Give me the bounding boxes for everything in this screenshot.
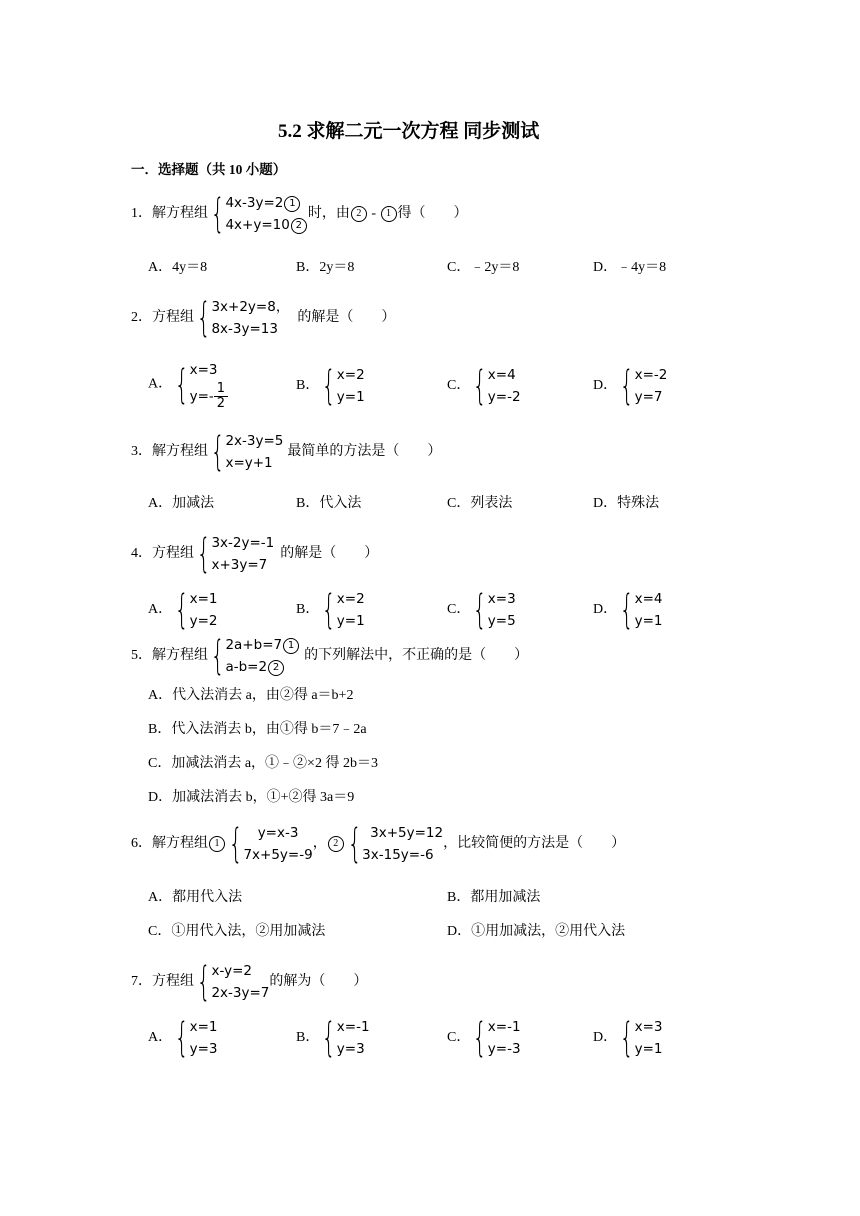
option-d[interactable]: D． { x=-2 y=7 <box>593 363 668 409</box>
left-brace-icon: { <box>196 959 211 1005</box>
equation-system-1 <box>226 822 313 866</box>
question-number: 4． <box>131 546 152 562</box>
equation-2: a-b=2 2 <box>225 656 300 678</box>
left-brace-icon: { <box>619 363 634 409</box>
left-brace-icon: { <box>210 429 225 475</box>
circled-number-2: 2 <box>291 218 307 234</box>
question-prefix: 解方程组 <box>152 206 208 222</box>
question-3: 3．解方程组 { 2x-3y=5 x=y+1 最简单的方法是（ ） <box>131 429 442 475</box>
circled-number-1: 1 <box>283 638 299 654</box>
option-d[interactable]: D．加减法消去 b，①+②得 3a＝9 <box>148 790 355 805</box>
circled-number-1: 1 <box>209 836 225 852</box>
left-brace-icon: { <box>322 587 337 633</box>
circled-number-2: 2 <box>268 660 284 676</box>
option-a[interactable]: A． { x=1 y=2 <box>148 587 218 633</box>
option-a[interactable]: A．4y＝8 <box>148 260 208 275</box>
option-b[interactable]: B． { x=2 y=1 <box>296 587 365 633</box>
option-b[interactable]: B． { x=-1 y=3 <box>296 1015 370 1061</box>
equation-system-2 <box>345 822 443 866</box>
equation-2: 8x-3y=13 <box>211 321 278 337</box>
option-c[interactable]: C．列表法 <box>447 496 513 511</box>
equation-1: 2a+b=7 1 <box>225 634 300 656</box>
question-1: 1．解方程组 { 4x-3y=2 1 4x+y=10 2 时，由 2 - 1 得（ ） <box>131 191 468 237</box>
option-b[interactable]: B．2y＝8 <box>296 260 355 275</box>
equation-system <box>194 296 289 340</box>
question-prefix: 方程组 <box>152 974 194 990</box>
option-c[interactable]: C． { x=3 y=5 <box>447 587 516 633</box>
question-5: 5．解方程组 { 2a+b=7 1 a-b=2 2 的下列解法中，不正确的是（ ） <box>131 633 529 679</box>
question-number: 2． <box>131 310 152 326</box>
circled-number-2: 2 <box>351 206 367 222</box>
option-a[interactable]: A．代入法消去 a，由②得 a＝b+2 <box>148 688 354 703</box>
equation-1: 3x+5y=12 <box>370 825 444 841</box>
question-prefix: 解方程组 <box>152 648 208 664</box>
option-c[interactable]: C．①用代入法，②用加减法 <box>148 924 326 939</box>
question-prefix: 方程组 <box>152 310 194 326</box>
equation-system <box>194 960 269 1004</box>
left-brace-icon: { <box>473 363 488 409</box>
circled-number-1: 1 <box>381 206 397 222</box>
option-b[interactable]: B．代入法 <box>296 496 362 511</box>
left-brace-icon: { <box>473 587 488 633</box>
equation-system <box>194 532 274 576</box>
circled-number-2: 2 <box>328 836 344 852</box>
option-b[interactable]: B． { x=2 y=1 <box>296 363 365 409</box>
equation-1: y=x-3 <box>257 825 299 841</box>
option-d[interactable]: D． { x=4 y=1 <box>593 587 663 633</box>
equation-2: 3x-15y=-6 <box>362 847 434 863</box>
left-brace-icon: { <box>174 361 189 408</box>
equation-1: 3x-2y=-1 <box>211 535 275 551</box>
equation-system <box>208 430 283 474</box>
question-number: 3． <box>131 444 152 460</box>
left-brace-icon: { <box>619 1015 634 1061</box>
question-number: 7． <box>131 974 152 990</box>
left-brace-icon: { <box>210 633 225 679</box>
equation-system <box>208 192 308 236</box>
left-brace-icon: { <box>347 821 362 867</box>
equation-2: 4x+y=10 2 <box>225 214 307 236</box>
option-a[interactable]: A． { x=3 y=- $\frac{1}{2}$ <box>148 358 228 411</box>
option-b[interactable]: B．都用加减法 <box>447 890 541 905</box>
page-title: 5.2 求解二元一次方程 同步测试 <box>278 121 540 142</box>
question-number: 6． <box>131 836 152 852</box>
option-d[interactable]: D．特殊法 <box>593 496 660 511</box>
option-c[interactable]: C．﹣2y＝8 <box>447 260 520 275</box>
equation-2: x+3y=7 <box>211 557 268 573</box>
fraction: $\frac{1}{2}$ <box>214 382 228 411</box>
option-a[interactable]: A．都用代入法 <box>148 890 243 905</box>
question-4: 4．方程组 { 3x-2y=-1 x+3y=7 的解是（ ） <box>131 531 379 577</box>
option-d[interactable]: D．﹣4y＝8 <box>593 260 667 275</box>
question-7: 7．方程组 { x-y=2 2x-3y=7 的解为（ ） <box>131 959 368 1005</box>
option-a[interactable]: A． { x=1 y=3 <box>148 1015 218 1061</box>
left-brace-icon: { <box>228 821 243 867</box>
circled-number-1: 1 <box>284 196 300 212</box>
question-prefix: 方程组 <box>152 546 194 562</box>
option-c[interactable]: C． { x=4 y=-2 <box>447 363 521 409</box>
left-brace-icon: { <box>174 1015 189 1061</box>
option-c[interactable]: C． { x=-1 y=-3 <box>447 1015 521 1061</box>
left-brace-icon: { <box>196 295 211 341</box>
equation-1: 3x+2y=8， <box>211 299 290 315</box>
question-2: 2．方程组 { 3x+2y=8， 8x-3y=13 的解是（ ） <box>131 295 396 341</box>
left-brace-icon: { <box>322 1015 337 1061</box>
equation-2: 2x-3y=7 <box>211 985 270 1001</box>
option-b[interactable]: B．代入法消去 b，由①得 b＝7﹣2a <box>148 722 367 737</box>
question-number: 1． <box>131 206 152 222</box>
equation-system <box>208 634 300 678</box>
option-d[interactable]: D． { x=3 y=1 <box>593 1015 663 1061</box>
option-a[interactable]: A．加减法 <box>148 496 215 511</box>
left-brace-icon: { <box>619 587 634 633</box>
left-brace-icon: { <box>196 531 211 577</box>
left-brace-icon: { <box>210 191 225 237</box>
question-prefix: 解方程组 <box>152 836 208 852</box>
equation-1: x-y=2 <box>211 963 252 979</box>
equation-2: 7x+5y=-9 <box>243 847 313 863</box>
left-brace-icon: { <box>174 587 189 633</box>
question-number: 5． <box>131 648 152 664</box>
section-heading: 一．选择题（共 10 小题） <box>131 162 287 177</box>
equation-2: x=y+1 <box>225 455 273 471</box>
option-c[interactable]: C．加减法消去 a，①﹣②×2 得 2b＝3 <box>148 756 378 771</box>
question-prefix: 解方程组 <box>152 444 208 460</box>
left-brace-icon: { <box>473 1015 488 1061</box>
question-6: 6．解方程组 1 { y=x-3 7x+5y=-9 ， 2 { 3x+5y=12 3x-15y=-6 ，比较简便的方法是（ ） <box>131 821 626 867</box>
left-brace-icon: { <box>322 363 337 409</box>
option-d[interactable]: D．①用加减法，②用代入法 <box>447 924 626 939</box>
equation-1: 4x-3y=2 1 <box>225 192 307 214</box>
equation-1: 2x-3y=5 <box>225 433 284 449</box>
